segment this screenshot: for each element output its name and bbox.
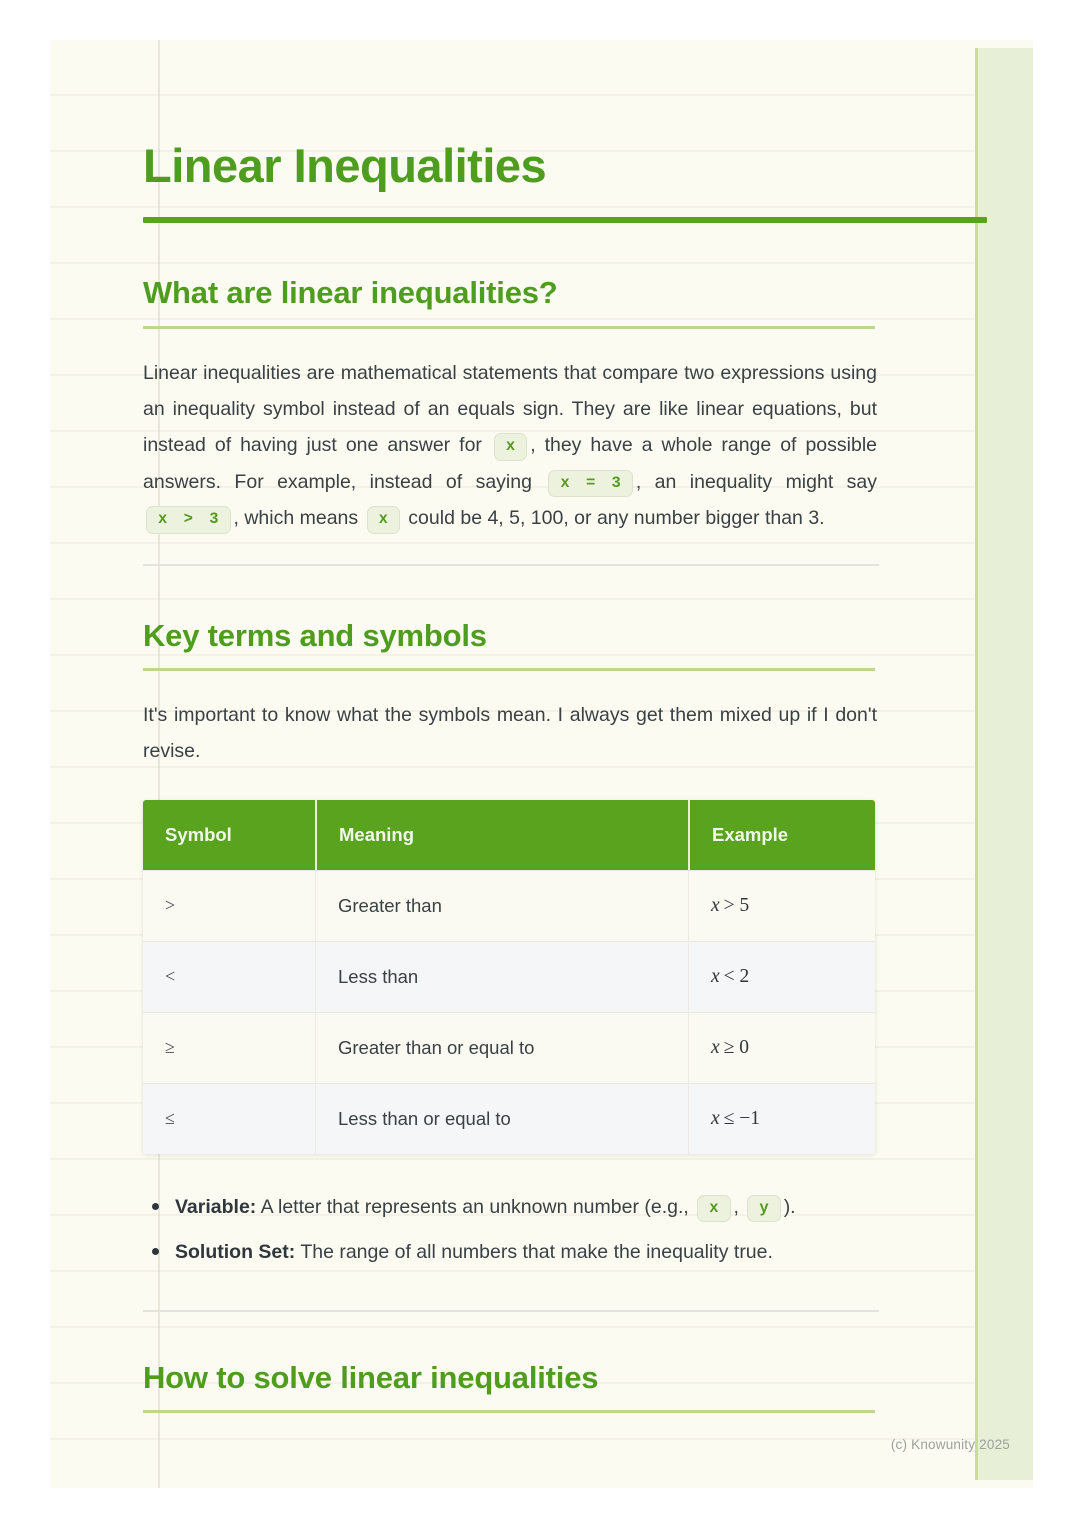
bullet-list: [143, 1192, 895, 1268]
paragraph-text: , which means: [233, 507, 364, 530]
inline-code-chip: x = 3: [548, 470, 633, 497]
paragraph-text: , an inequality might say: [635, 470, 877, 493]
cell-symbol: >: [165, 894, 176, 915]
cell-example: [688, 942, 875, 1012]
bullet-text: ,: [733, 1195, 745, 1218]
inline-code-chip: x: [494, 433, 527, 460]
paragraph-text: Linear inequalities are mathematical statements that compare two expressions using an inequality symbol instead of an equals sign. They are like linear equations, but instead of having just one answer for: [143, 361, 877, 457]
page-title: Linear Inequalities: [143, 139, 547, 192]
inline-code-chip: x > 3: [146, 506, 231, 533]
section-divider: [143, 564, 879, 566]
table-row: [143, 1083, 875, 1154]
inline-code-chip: x: [697, 1195, 730, 1222]
bullet-text: ).: [783, 1195, 796, 1218]
table-header-row: [143, 800, 875, 870]
math-expression: ≥ 0: [723, 1036, 749, 1058]
header-cell-symbol: Symbol: [165, 823, 232, 845]
cell-meaning: Greater than or equal to: [315, 1013, 688, 1083]
section-underline-what: [143, 326, 875, 329]
footer-copyright: (c) Knowunity 2025: [890, 1437, 1010, 1452]
cell-meaning: Greater than: [315, 871, 688, 941]
table-row: [143, 870, 875, 941]
bullet-text: The range of all numbers that make the inequality true.: [295, 1241, 773, 1264]
math-expression: ≤ −1: [723, 1107, 760, 1129]
header-cell-example: Example: [688, 800, 875, 870]
bullet-text: A letter that represents an unknown number (e.g.,: [256, 1195, 695, 1218]
table-row: [143, 941, 875, 1012]
section-heading-how-to-solve: How to solve linear inequalities: [143, 1359, 599, 1395]
math-variable: x: [711, 894, 720, 916]
cell-symbol: ≤: [165, 1107, 175, 1128]
cell-meaning: Less than or equal to: [315, 1084, 688, 1154]
intro-paragraph: [143, 355, 877, 537]
header-cell-meaning: Meaning: [315, 800, 688, 870]
cell-symbol: ≥: [165, 1036, 175, 1057]
section-heading-key-terms: Key terms and symbols: [143, 617, 487, 653]
paragraph-text: could be 4, 5, 100, or any number bigger than 3.: [402, 507, 825, 530]
bullet-label: Solution Set:: [175, 1241, 296, 1264]
bullet-item-variable: [143, 1192, 895, 1223]
symbols-table: [143, 800, 875, 1154]
table-row: [143, 1012, 875, 1083]
inline-code-chip: x: [367, 506, 400, 533]
inline-code-chip: y: [747, 1195, 780, 1222]
math-variable: x: [711, 965, 720, 987]
cell-example: [688, 1084, 875, 1154]
section-underline-key-terms: [143, 668, 875, 671]
math-variable: x: [711, 1036, 720, 1058]
bullet-item-solution-set: [143, 1237, 895, 1268]
page-content: [143, 80, 987, 1413]
math-variable: x: [711, 1107, 720, 1129]
document-page: [50, 40, 1033, 1488]
paragraph-text: , they have a whole range of possible answers. For example, instead of saying: [143, 434, 877, 493]
math-expression: < 2: [723, 965, 750, 987]
section-divider: [143, 1310, 879, 1312]
cell-symbol: <: [165, 965, 176, 986]
title-divider: [143, 217, 987, 223]
cell-example: [688, 871, 875, 941]
section-underline-how-to-solve: [143, 1410, 875, 1413]
bullet-label: Variable:: [175, 1195, 257, 1218]
cell-meaning: Less than: [315, 942, 688, 1012]
cell-example: [688, 1013, 875, 1083]
key-terms-paragraph: It's important to know what the symbols mean. I always get them mixed up if I don't revise.: [143, 703, 877, 763]
section-heading-what: What are linear inequalities?: [143, 275, 558, 311]
math-expression: > 5: [723, 894, 750, 916]
